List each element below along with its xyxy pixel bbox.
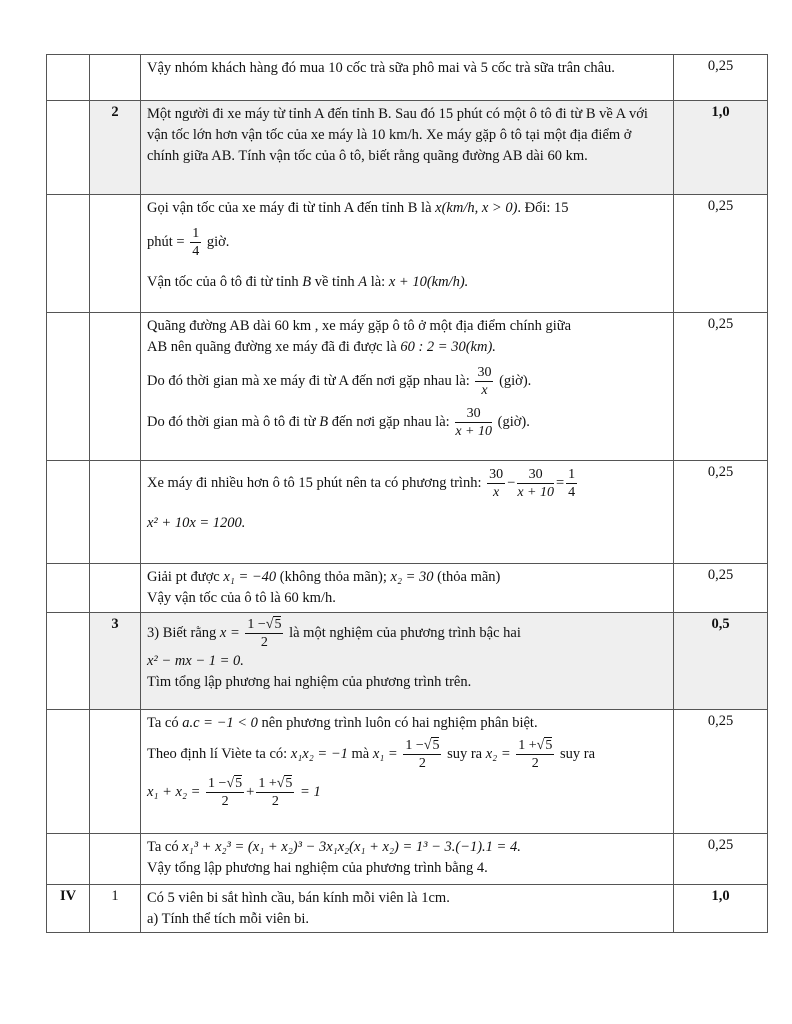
- numerator: 30: [489, 467, 504, 482]
- numerator: 1 +√5: [258, 776, 293, 791]
- solution-line: Vậy tổng lập phương hai nghiệm của phương trình bằng 4.: [147, 860, 488, 876]
- denominator: 4: [568, 485, 576, 500]
- math-expression: x(km/h, x > 0): [435, 200, 518, 216]
- radicand: 5: [285, 776, 293, 791]
- text-fragment: 1 −: [247, 617, 266, 632]
- text-fragment: Giải pt được: [147, 569, 220, 585]
- numerator: 30: [455, 405, 492, 423]
- text-fragment: Vận tốc của ô tô đi từ tỉnh: [147, 274, 299, 290]
- part-cell: [47, 101, 90, 195]
- question-cell: [90, 461, 141, 564]
- math-expression: x₂ = 30: [390, 569, 434, 585]
- solution-line: [147, 405, 667, 440]
- score-value: 0,5: [711, 616, 730, 632]
- score-value: 0,25: [707, 198, 734, 214]
- content-cell: [141, 461, 674, 564]
- fraction: [487, 466, 505, 501]
- fraction: [455, 405, 492, 440]
- fraction: [190, 225, 201, 260]
- question-cell: [90, 885, 141, 933]
- part-cell: [47, 461, 90, 564]
- content-cell: [141, 613, 674, 710]
- solution-line: [147, 713, 667, 734]
- solution-line: Có 5 viên bi sắt hình cầu, bán kính mỗi viên là 1cm.: [147, 890, 450, 906]
- score-value: 0,25: [707, 58, 734, 74]
- question-cell: [90, 55, 141, 101]
- content-cell: [141, 834, 674, 885]
- part-cell: [47, 710, 90, 834]
- math-expression: x₁ + x₂ =: [147, 783, 201, 800]
- score-cell: [674, 885, 768, 933]
- table-row: [47, 461, 768, 564]
- math-expression: x₁x₂ = −1: [290, 745, 348, 762]
- answer-key-table: [46, 54, 768, 933]
- text-fragment: (thỏa mãn): [437, 569, 501, 585]
- question-cell: [90, 613, 141, 710]
- part-cell: [47, 564, 90, 613]
- text-fragment: mà: [351, 745, 370, 762]
- radicand: 5: [235, 776, 243, 791]
- math-expression: = 1: [300, 783, 321, 800]
- numerator: 1: [192, 226, 200, 241]
- text-fragment: Do đó thời gian mà ô tô đi từ: [147, 413, 316, 430]
- denominator: x: [481, 383, 488, 398]
- solution-line: [147, 198, 667, 219]
- text-fragment: (không thỏa mãn);: [279, 569, 387, 585]
- operator: −: [507, 474, 516, 491]
- solution-line: [147, 567, 667, 588]
- fraction: [245, 616, 283, 651]
- math-variable: B: [319, 413, 329, 430]
- radicand: 5: [274, 617, 282, 632]
- score-cell: [674, 710, 768, 834]
- part-cell: [47, 613, 90, 710]
- question-number: 1: [111, 888, 119, 904]
- content-cell: [141, 885, 674, 933]
- solution-line: [147, 737, 667, 772]
- text-fragment: đến nơi gặp nhau là:: [331, 413, 450, 430]
- math-variable: A: [358, 274, 368, 290]
- math-variable: B: [302, 274, 312, 290]
- math-expression: x₂ =: [485, 745, 511, 762]
- text-fragment: Do đó thời gian mà xe máy đi từ A đến nơi gặp nhau là:: [147, 372, 470, 389]
- math-expression: 60 : 2 = 30(km).: [400, 339, 496, 355]
- fraction: [403, 737, 441, 772]
- score-value: 0,25: [707, 837, 734, 853]
- table-row: [47, 885, 768, 933]
- numerator: 1 −√5: [208, 776, 243, 791]
- part-cell: [47, 885, 90, 933]
- text-fragment: Gọi vận tốc của xe máy đi từ tỉnh A đến tỉnh B là: [147, 200, 432, 216]
- solution-line: a) Tính thể tích mỗi viên bi.: [147, 911, 310, 927]
- numerator: 1: [568, 467, 576, 482]
- score-cell: [674, 195, 768, 313]
- content-cell: [141, 313, 674, 461]
- math-expression: a.c = −1 < 0: [182, 715, 258, 731]
- table-row: [47, 613, 768, 710]
- solution-line: Quãng đường AB dài 60 km , xe máy gặp ô tô ở một địa điểm chính giữa: [147, 318, 572, 334]
- content-cell: [141, 101, 674, 195]
- denominator: x + 10: [517, 485, 554, 500]
- math-expression: x₁³ + x₂³ = (x₁ + x₂)³ − 3x₁x₂(x₁ + x₂) = 1³ − 3.(−1).1 = 4.: [182, 839, 521, 855]
- spacer: [147, 260, 667, 272]
- question-cell: [90, 195, 141, 313]
- solution-line: Tìm tổng lập phương hai nghiệm của phương trình trên.: [147, 674, 472, 690]
- table-row: [47, 834, 768, 885]
- question-cell: [90, 313, 141, 461]
- text-fragment: phút =: [147, 233, 185, 250]
- text-fragment: là một nghiệm của phương trình bậc hai: [289, 624, 521, 641]
- text-fragment: (giờ).: [497, 413, 530, 430]
- part-cell: [47, 55, 90, 101]
- table-row: [47, 564, 768, 613]
- numerator: 1 −√5: [405, 738, 440, 753]
- numerator: 30: [477, 365, 492, 380]
- score-value: 0,25: [707, 567, 734, 583]
- math-expression: x₁ = −40: [223, 569, 277, 585]
- table-row: [47, 313, 768, 461]
- denominator: 4: [192, 244, 200, 259]
- table-row: [47, 710, 768, 834]
- text-fragment: 1 +: [258, 776, 277, 791]
- text-fragment: về tỉnh: [314, 274, 355, 290]
- denominator: 2: [221, 794, 229, 809]
- denominator: 2: [271, 794, 279, 809]
- numerator: 1 +√5: [518, 738, 553, 753]
- table-row: [47, 101, 768, 195]
- part-cell: [47, 834, 90, 885]
- fraction: [517, 466, 554, 501]
- question-cell: [90, 101, 141, 195]
- text-fragment: 1 +: [518, 738, 537, 753]
- conclusion-text: Vậy nhóm khách hàng đó mua 10 cốc trà sữa phô mai và 5 cốc trà sữa trân châu.: [147, 60, 615, 76]
- text-fragment: là:: [370, 274, 386, 290]
- solution-line: [147, 616, 667, 651]
- question-cell: [90, 564, 141, 613]
- score-cell: [674, 461, 768, 564]
- text-fragment: 3) Biết rằng: [147, 624, 217, 641]
- solution-line: [147, 775, 667, 810]
- score-cell: [674, 613, 768, 710]
- score-value: 0,25: [707, 464, 734, 480]
- score-cell: [674, 564, 768, 613]
- math-expression: x² − mx − 1 = 0.: [147, 653, 244, 669]
- solution-line: Vậy vận tốc của ô tô là 60 km/h.: [147, 590, 336, 606]
- part-cell: [47, 313, 90, 461]
- content-cell: [141, 564, 674, 613]
- text-fragment: (giờ).: [499, 372, 532, 389]
- question-cell: [90, 710, 141, 834]
- operator: +: [246, 783, 255, 800]
- denominator: x: [493, 485, 500, 500]
- solution-line: [147, 466, 667, 501]
- text-fragment: . Đổi: 15: [517, 200, 569, 216]
- text-fragment: 1 −: [208, 776, 227, 791]
- text-fragment: suy ra: [559, 745, 596, 762]
- operator: =: [555, 474, 565, 491]
- fraction: [516, 737, 554, 772]
- content-cell: [141, 55, 674, 101]
- score-cell: [674, 834, 768, 885]
- table-row: [47, 55, 768, 101]
- numerator: 1 −√5: [247, 617, 282, 632]
- content-cell: [141, 710, 674, 834]
- solution-line: [147, 272, 667, 293]
- text-fragment: Ta có: [147, 715, 179, 731]
- math-expression: x =: [219, 624, 240, 641]
- table-row: [47, 195, 768, 313]
- fraction: [566, 466, 577, 501]
- text-fragment: giờ.: [206, 233, 230, 250]
- text-fragment: Xe máy đi nhiều hơn ô tô 15 phút nên ta có phương trình:: [147, 474, 482, 491]
- question-number: 2: [111, 104, 119, 120]
- problem-text: Một người đi xe máy từ tỉnh A đến tỉnh B. Sau đó 15 phút có một ô tô đi từ B về A với vận tốc lớn hơn vận tốc của xe máy là 10 km/h. Xe máy gặp ô tô tại một địa điểm ở chính giữa AB. Tính vận tốc của ô tô, biết rằng quãng đường AB dài 60 km.: [147, 106, 648, 164]
- text-fragment: suy ra: [447, 745, 483, 762]
- radicand: 5: [432, 738, 440, 753]
- part-cell: [47, 195, 90, 313]
- text-fragment: Theo định lí Viète ta có:: [147, 745, 288, 762]
- math-expression: x + 10(km/h).: [388, 274, 469, 290]
- solution-line: [147, 837, 667, 858]
- solution-line: [147, 225, 667, 260]
- solution-line: [147, 364, 667, 399]
- fraction: [206, 775, 244, 810]
- denominator: 2: [531, 756, 539, 771]
- score-cell: [674, 313, 768, 461]
- solution-line: [147, 337, 667, 358]
- denominator: 2: [260, 635, 268, 650]
- content-cell: [141, 195, 674, 313]
- text-fragment: 1 −: [405, 738, 424, 753]
- part-number: IV: [59, 888, 77, 904]
- numerator: 30: [517, 466, 554, 484]
- math-expression: x₁ =: [372, 745, 398, 762]
- score-value: 1,0: [711, 104, 730, 120]
- fraction: [475, 364, 493, 399]
- question-number: 3: [111, 616, 119, 632]
- text-fragment: nên phương trình luôn có hai nghiệm phân biệt.: [261, 715, 538, 731]
- score-value: 0,25: [707, 316, 734, 332]
- text-fragment: AB nên quãng đường xe máy đã đi được là: [147, 339, 397, 355]
- denominator: 2: [418, 756, 426, 771]
- text-fragment: Ta có: [147, 839, 179, 855]
- score-value: 1,0: [711, 888, 730, 904]
- math-expression: x² + 10x = 1200.: [147, 515, 246, 531]
- question-cell: [90, 834, 141, 885]
- score-cell: [674, 55, 768, 101]
- radicand: 5: [545, 738, 553, 753]
- denominator: x + 10: [455, 424, 492, 439]
- fraction: [256, 775, 294, 810]
- score-cell: [674, 101, 768, 195]
- spacer: [147, 501, 667, 513]
- score-value: 0,25: [707, 713, 734, 729]
